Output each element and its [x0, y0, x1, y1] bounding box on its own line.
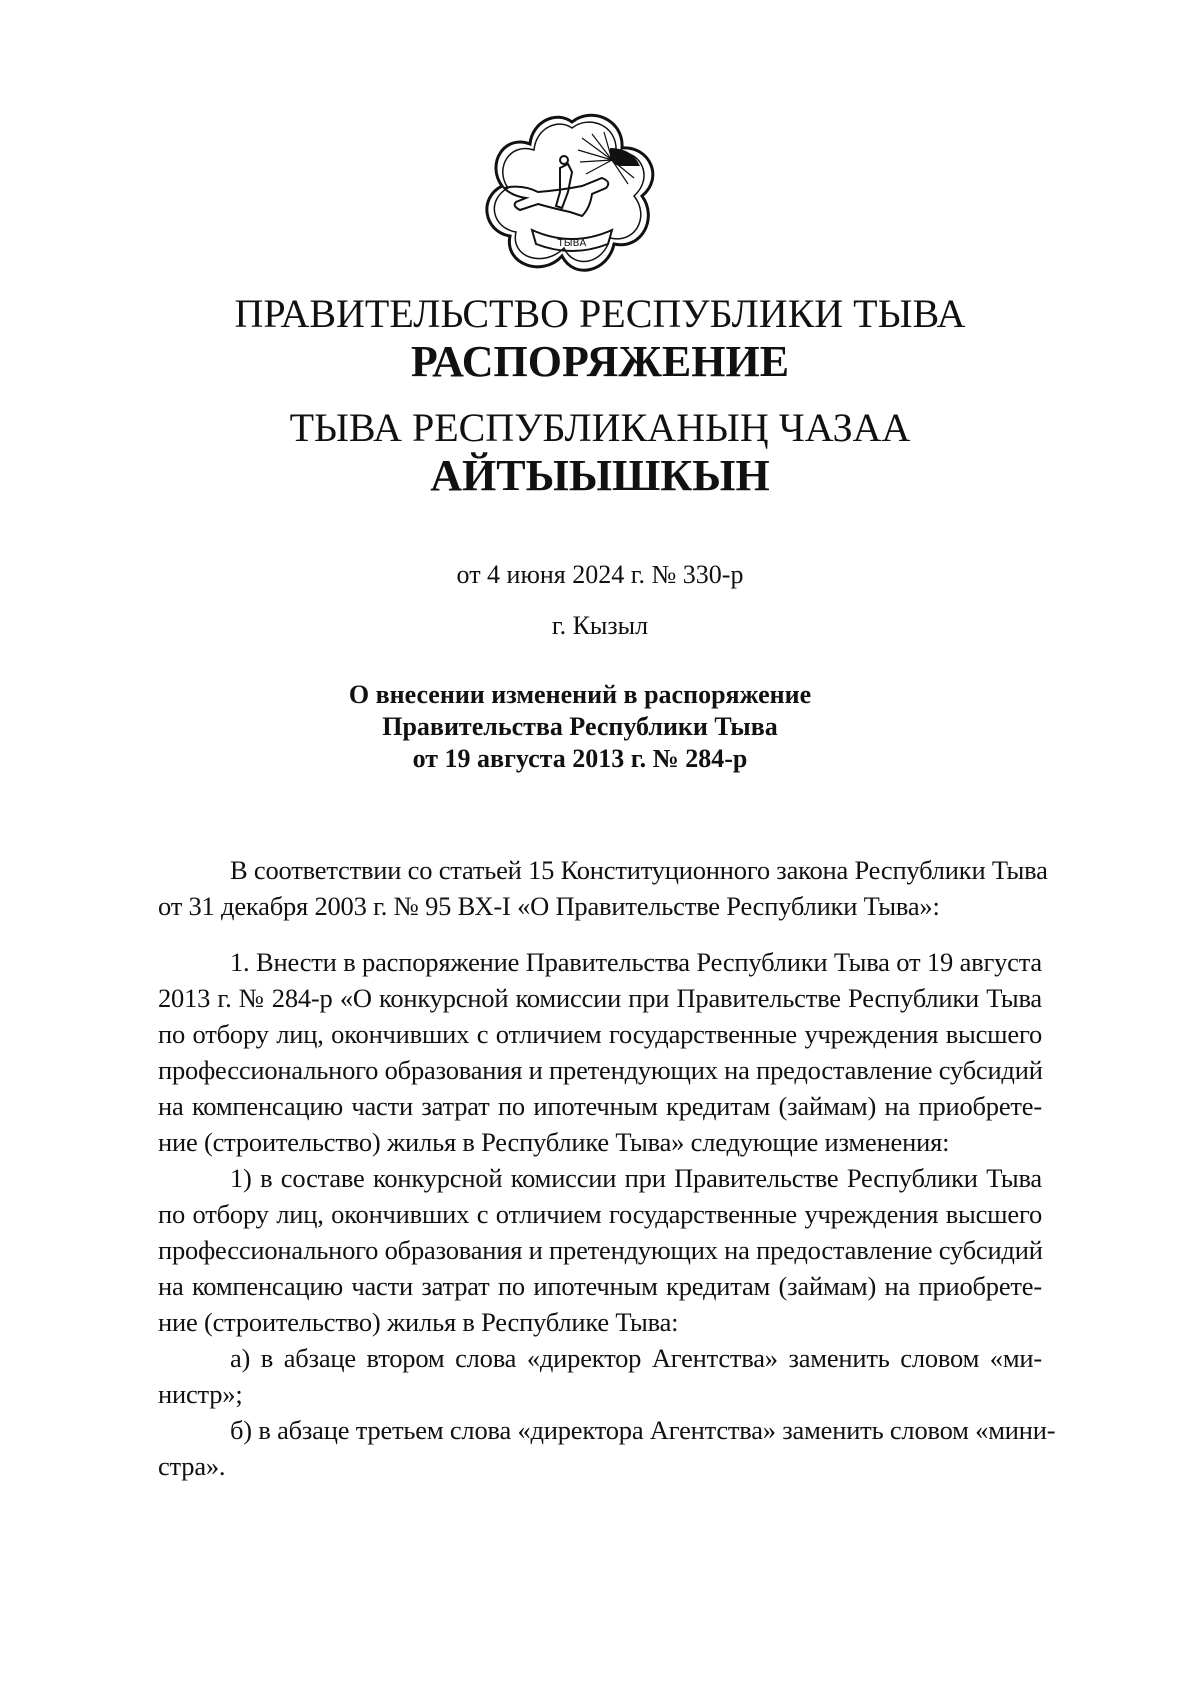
body-line: 1. Внести в распоряжение Правительства Республики Тыва от 19 августа: [230, 947, 1042, 977]
body-line: ние (строительство) жилья в Республике Тыва» следующие изменения:: [158, 1127, 950, 1157]
org-name-russian: ПРАВИТЕЛЬСТВО РЕСПУБЛИКИ ТЫВА: [234, 291, 966, 336]
body-line: по отбору лиц, окончивших с отличием государственные учреждения высшего: [158, 1019, 1042, 1049]
body-line: а) в абзаце втором слова «директор Агентства» заменить словом «ми-: [230, 1343, 1042, 1373]
paragraph-item-1: [158, 944, 1042, 1160]
emblem-label: ТЫВА: [557, 238, 587, 249]
body-line: на компенсацию части затрат по ипотечным кредитам (займам) на приобрете-: [158, 1091, 1042, 1121]
paragraph-subitem-b: [158, 1412, 1056, 1484]
body-line: В соответствии со статьей 15 Конституционного закона Республики Тыва: [230, 855, 1048, 885]
title-line: О внесении изменений в распоряжение: [348, 680, 812, 709]
body-line: 2013 г. № 284-р «О конкурсной комиссии при Правительстве Республики Тыва: [158, 983, 1042, 1013]
document-date-number: от 4 июня 2024 г. № 330-р: [456, 560, 744, 589]
document-body: [158, 852, 1056, 1484]
document-title: [300, 679, 860, 775]
body-line: на компенсацию части затрат по ипотечным кредитам (займам) на приобрете-: [158, 1271, 1042, 1301]
body-line: по отбору лиц, окончивших с отличием государственные учреждения высшего: [158, 1199, 1042, 1229]
title-line: от 19 августа 2013 г. № 284-р: [412, 744, 748, 773]
document-type-russian: РАСПОРЯЖЕНИЕ: [410, 337, 790, 386]
tuva-coat-of-arms-emblem: [482, 108, 662, 278]
title-line: Правительства Республики Тыва: [382, 712, 778, 741]
paragraph-preamble: [158, 852, 1048, 924]
body-line: ние (строительство) жилья в Республике Тыва:: [158, 1307, 679, 1337]
paragraph-gap: [158, 924, 1042, 944]
document-type-tuvan: АЙТЫЫШКЫН: [430, 451, 770, 500]
org-name-tuvan: ТЫВА РЕСПУБЛИКАНЫҢ ЧАЗАА: [289, 405, 911, 450]
body-line: стра».: [158, 1451, 226, 1481]
body-line: профессионального образования и претендующих на предоставление субсидий: [158, 1055, 1043, 1085]
body-line: б) в абзаце третьем слова «директора Агентства» заменить словом «мини-: [230, 1415, 1056, 1445]
paragraph-subitem-a: [158, 1340, 1042, 1412]
document-city: г. Кызыл: [551, 611, 649, 640]
paragraph-subitem-1: [158, 1160, 1042, 1340]
body-line: от 31 декабря 2003 г. № 95 ВХ-I «О Правительстве Республики Тыва»:: [158, 891, 940, 921]
body-line: профессионального образования и претендующих на предоставление субсидий: [158, 1235, 1043, 1265]
body-line: 1) в составе конкурсной комиссии при Правительстве Республики Тыва: [230, 1163, 1042, 1193]
body-line: нистр»;: [158, 1379, 243, 1409]
